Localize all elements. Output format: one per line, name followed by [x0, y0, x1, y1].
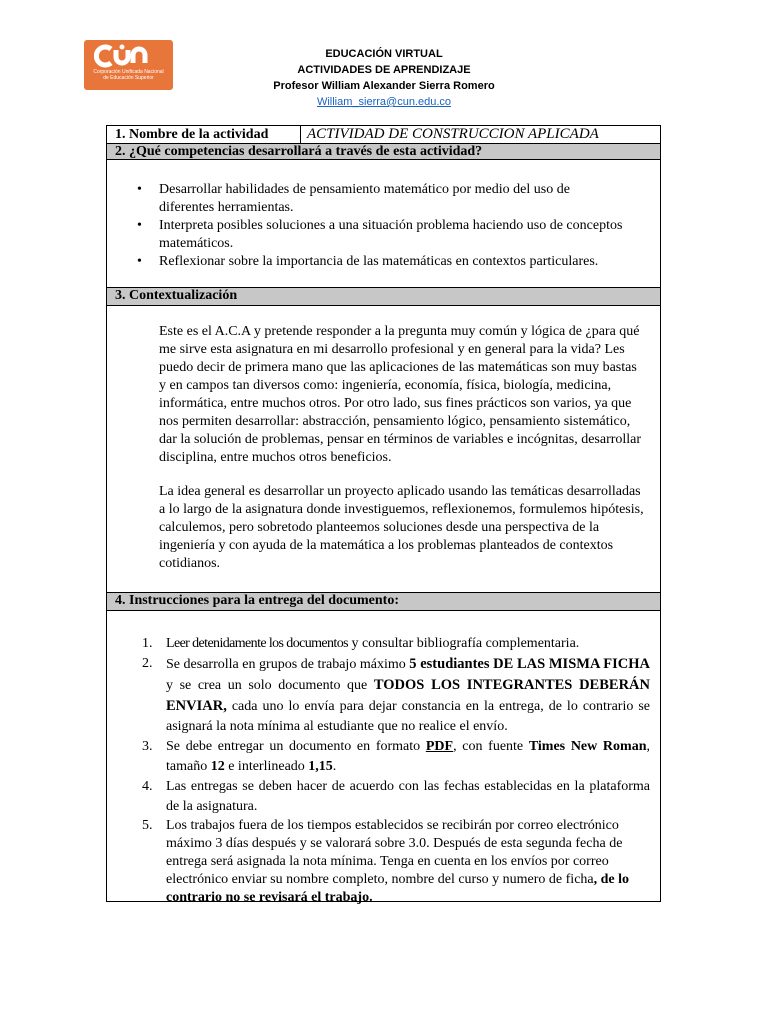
- item-text: y consultar bibliografía complementaria.: [347, 636, 580, 651]
- activity-name-label: 1. Nombre de la actividad: [115, 127, 269, 142]
- instruccion-item: [142, 654, 650, 737]
- header-professor: Profesor William Alexander Sierra Romero: [273, 80, 495, 92]
- item-text: e interlineado: [224, 759, 309, 774]
- document-header: [0, 46, 768, 110]
- item-number: 2.: [142, 656, 153, 671]
- activity-table: [106, 125, 661, 905]
- item-text: Las entregas se deben hacer de acuerdo con las fechas establecidas en la plataforma de la asignatura.: [166, 779, 650, 814]
- instruccion-item: [142, 817, 650, 907]
- item-bold: , de lo contrario no se revisará el trabajo.: [166, 872, 630, 905]
- instruccion-item: [142, 737, 650, 777]
- item-text: Leer detenidamente los documentos: [166, 636, 348, 651]
- item-number: 1.: [142, 636, 153, 651]
- activity-name-value: ACTIVIDAD DE CONSTRUCCION APLICADA: [300, 126, 660, 144]
- header-email-link[interactable]: William_sierra@cun.edu.co: [316, 96, 452, 108]
- logo-line-2: de Educación Superior: [103, 75, 154, 81]
- item-bold: 1,15: [308, 759, 333, 774]
- contexto-paragraph-2: La idea general es desarrollar un proyecto aplicado usando las temáticas desarrolladas a lo largo de la asignatura donde investiguemos, reflexionemos, formulemos hipótesis, calculemos, pero sobretodo planteemos soluciones desde una perspectiva de la ingeniería y con ayuda de la matemática a los problemas planteados de contextos cotidianos.: [159, 484, 644, 571]
- activity-name-row: [107, 126, 660, 144]
- instrucciones-header: 4. Instrucciones para la entrega del documento:: [107, 592, 660, 611]
- instruccion-item: [142, 777, 650, 817]
- header-line-1: EDUCACIÓN VIRTUAL: [325, 48, 443, 60]
- item-bold: Times New Roman: [528, 739, 647, 754]
- item-number: 4.: [142, 779, 153, 794]
- item-number: 3.: [142, 739, 153, 754]
- item-text: y se crea un solo documento que: [166, 678, 374, 693]
- item-number: 5.: [142, 818, 153, 833]
- item-bold-underlined: PDF: [425, 739, 454, 754]
- item-text: Se desarrolla en grupos de trabajo máximo: [166, 657, 410, 672]
- item-bold: 12: [210, 759, 225, 774]
- instrucciones-section: [107, 611, 660, 905]
- item-text: , con fuente: [453, 739, 529, 754]
- item-text: cada uno lo envía para dejar constancia en la entrega, de lo contrario se asignará la nota mínima al estudiante que no realice el envío.: [166, 699, 650, 734]
- instrucciones-list: [142, 634, 650, 907]
- competencias-header: 2. ¿Qué competencias desarrollará a través de esta actividad?: [107, 143, 660, 160]
- logo-line-1: Corporación Unificada Nacional: [93, 69, 164, 75]
- instruccion-item: [142, 634, 650, 654]
- competencias-section: [107, 160, 660, 287]
- item-text: Los trabajos fuera de los tiempos establecidos se recibirán por correo electrónico máximo 3 días después y se valorará sobre 3.0. Después de esta segunda fecha de entrega será asignada la nota mínima. Tenga en cuenta en los envíos por correo electrónico enviar su nombre completo, nombre del curso y numero de ficha: [166, 818, 623, 887]
- item-text: Se debe entregar un documento en formato: [166, 739, 426, 754]
- item-bold: TODOS LOS INTEGRANTES DEBERÁN ENVIAR,: [166, 677, 650, 714]
- item-bold: 5 estudiantes DE LAS MISMA FICHA: [409, 656, 651, 672]
- header-line-2: ACTIVIDADES DE APRENDIZAJE: [297, 64, 471, 76]
- contexto-paragraph-1: Este es el A.C.A y pretende responder a la pregunta muy común y lógica de ¿para qué me sirve esta asignatura en mi desarrollo profesional y en general para la vida? Les puedo decir de primera mano que las aplicaciones de las matemáticas son muy bastas y en campos tan diversos como: ingeniería, economía, física, biología, medicina, informática, entre muchos otros. Por otro lado, sus fines prácticos son varios, ya que nos permiten desarrollar: abstracción, pensamiento lógico, pensamiento sistemático, dar la solución de problemas, pensar en términos de variables e incógnitas, desarrollar disciplina, entre muchos otros beneficios.: [159, 324, 642, 465]
- competencia-item: • Desarrollar habilidades de pensamiento matemático por medio del uso de diferentes herramientas.: [137, 181, 627, 217]
- competencia-item: • Reflexionar sobre la importancia de las matemáticas en contextos particulares.: [137, 253, 627, 271]
- item-text: , tamaño: [166, 739, 650, 774]
- competencias-list: [137, 181, 627, 271]
- contexto-header: 3. Contextualización: [107, 287, 660, 306]
- competencia-item: • Interpreta posibles soluciones a una situación problema haciendo uso de conceptos matemáticos.: [137, 217, 627, 253]
- contexto-section: [107, 306, 660, 600]
- item-text: .: [332, 759, 337, 774]
